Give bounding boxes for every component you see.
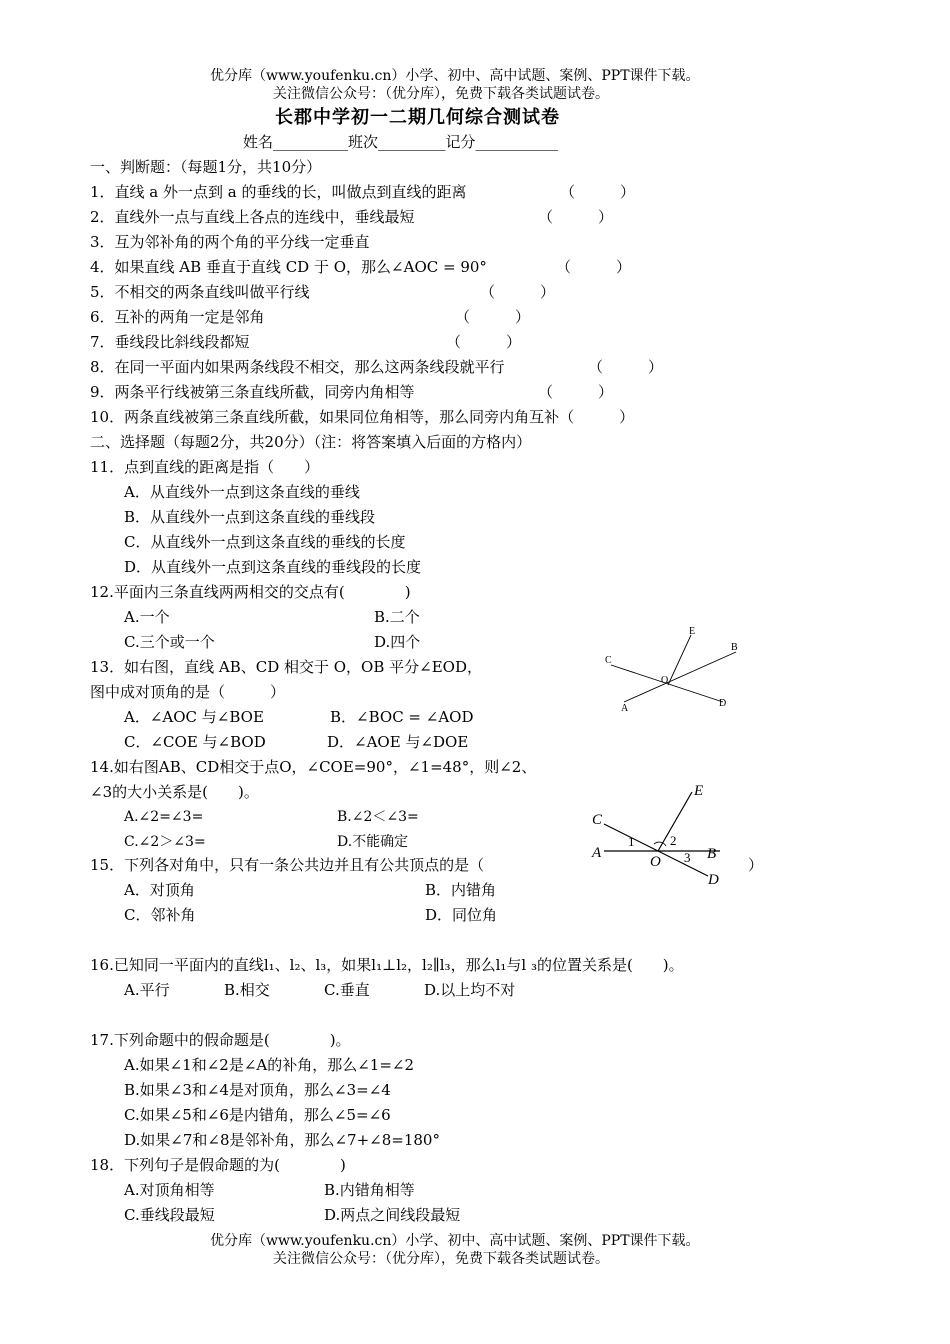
q18-option-c[interactable]: C.垂线段最短 xyxy=(124,1206,215,1224)
tf-item-6: 6．互补的两角一定是邻角 xyxy=(90,308,265,326)
tf-item-7: 7．垂线段比斜线段都短 xyxy=(90,333,250,351)
q13-stem-2: 图中成对顶角的是（ ） xyxy=(90,683,286,701)
tf-answer-1[interactable]: （ ） xyxy=(560,183,636,201)
q16-option-a[interactable]: A.平行 xyxy=(124,981,170,999)
label-angle-2: 2 xyxy=(670,833,677,848)
label-a: A xyxy=(621,703,629,714)
q17-option-a[interactable]: A.如果∠1和∠2是∠A的补角，那么∠1=∠2 xyxy=(124,1056,415,1074)
q18-option-d[interactable]: D.两点之间线段最短 xyxy=(324,1206,461,1224)
q14-option-b[interactable]: B.∠2＜∠3= xyxy=(337,809,419,825)
q14-stem: 14.如右图AB、CD相交于点O，∠COE=90°，∠1=48°，则∠2、 xyxy=(90,758,537,776)
q18-stem: 18．下列句子是假命题的为( ) xyxy=(90,1156,346,1174)
tf-item-5: 5．不相交的两条直线叫做平行线 xyxy=(90,283,310,301)
q14-option-c[interactable]: C.∠2＞∠3= xyxy=(124,834,206,850)
tf-answer-7[interactable]: （ ） xyxy=(446,333,522,351)
q12-option-b[interactable]: B.二个 xyxy=(374,608,420,626)
q17-option-b[interactable]: B.如果∠3和∠4是对顶角，那么∠3=∠4 xyxy=(124,1081,391,1099)
label-b: B xyxy=(707,846,717,862)
label-o: O xyxy=(661,675,669,686)
q16-option-b[interactable]: B.相交 xyxy=(224,981,270,999)
tf-answer-9[interactable]: （ ） xyxy=(538,383,614,401)
q15-option-d[interactable]: D．同位角 xyxy=(425,906,498,924)
q14-option-a[interactable]: A.∠2=∠3= xyxy=(124,809,204,825)
q16-option-d[interactable]: D.以上均不对 xyxy=(424,981,516,999)
q14-option-d[interactable]: D.不能确定 xyxy=(337,834,409,850)
q11-option-d[interactable]: D．从直线外一点到这条直线的垂线段的长度 xyxy=(124,558,422,576)
q12-option-c[interactable]: C.三个或一个 xyxy=(124,633,215,651)
q15-option-a[interactable]: A．对顶角 xyxy=(124,881,195,899)
footer-line-2: 关注微信公众号：（优分库），免费下载各类试题试卷。 xyxy=(273,1251,609,1267)
figure-intersecting-lines-2 xyxy=(588,778,738,890)
label-angle-3: 3 xyxy=(684,850,691,865)
label-e: E xyxy=(694,783,704,799)
q16-stem: 16.已知同一平面内的直线l₁、l₂、l₃，如果l₁⊥l₂，l₂∥l₃，那么l₁与l ₃的位置关系是( )。 xyxy=(90,956,684,974)
label-a: A xyxy=(592,845,602,861)
q13-option-c[interactable]: C．∠COE 与∠BOD xyxy=(124,733,266,751)
header-line-1: 优分库（www.youfenku.cn）小学、初中、高中试题、案例、PPT课件下载。 xyxy=(210,68,700,84)
q12-option-a[interactable]: A.一个 xyxy=(124,608,170,626)
label-e: E xyxy=(689,626,696,637)
figure-intersecting-lines-1 xyxy=(598,622,748,714)
page-title: 长郡中学初一二期几何综合测试卷 xyxy=(275,107,560,128)
label-d: D xyxy=(719,698,727,709)
tf-answer-2[interactable]: （ ） xyxy=(538,208,614,226)
q18-option-a[interactable]: A.对顶角相等 xyxy=(124,1181,215,1199)
label-c: C xyxy=(592,812,603,828)
q11-option-c[interactable]: C．从直线外一点到这条直线的垂线的长度 xyxy=(124,533,406,551)
tf-item-1: 1．直线 a 外一点到 a 的垂线的长，叫做点到直线的距离 xyxy=(90,183,467,201)
q17-option-d[interactable]: D.如果∠7和∠8是邻补角，那么∠7+∠8=180° xyxy=(124,1131,440,1149)
student-info-line: 姓名__________班次_________记分___________ xyxy=(243,133,559,151)
right-angle-mark xyxy=(654,842,666,846)
label-c: C xyxy=(605,655,612,666)
q15-close-paren: ） xyxy=(748,856,764,874)
q16-option-c[interactable]: C.垂直 xyxy=(324,981,370,999)
label-angle-1: 1 xyxy=(628,834,635,849)
section2-heading: 二、选择题（每题2分，共20分）（注：将答案填入后面的方格内） xyxy=(90,433,532,451)
q12-stem: 12.平面内三条直线两两相交的交点有( ) xyxy=(90,583,411,601)
q11-option-b[interactable]: B．从直线外一点到这条直线的垂线段 xyxy=(124,508,376,526)
q13-stem: 13．如右图，直线 AB、CD 相交于 O，OB 平分∠EOD， xyxy=(90,658,482,676)
q17-option-c[interactable]: C.如果∠5和∠6是内错角，那么∠5=∠6 xyxy=(124,1106,391,1124)
q13-option-b[interactable]: B．∠BOC = ∠AOD xyxy=(330,708,474,726)
q18-option-b[interactable]: B.内错角相等 xyxy=(324,1181,415,1199)
q15-option-b[interactable]: B．内错角 xyxy=(425,881,497,899)
q17-stem: 17.下列命题中的假命题是( )。 xyxy=(90,1031,351,1049)
q13-option-d[interactable]: D．∠AOE 与∠DOE xyxy=(327,733,469,751)
q11-option-a[interactable]: A．从直线外一点到这条直线的垂线 xyxy=(124,483,360,501)
label-b: B xyxy=(731,642,738,653)
tf-item-4: 4．如果直线 AB 垂直于直线 CD 于 O，那么∠AOC = 90° xyxy=(90,258,487,276)
tf-answer-6[interactable]: （ ） xyxy=(455,308,531,326)
label-o: O xyxy=(650,854,661,870)
q11-stem: 11．点到直线的距离是指（ ） xyxy=(90,458,320,476)
tf-item-2: 2．直线外一点与直线上各点的连线中，垂线最短 xyxy=(90,208,415,226)
tf-answer-5[interactable]: （ ） xyxy=(480,283,556,301)
q13-option-a[interactable]: A．∠AOC 与∠BOE xyxy=(124,708,264,726)
tf-item-8: 8．在同一平面内如果两条线段不相交，那么这两条线段就平行 xyxy=(90,358,505,376)
tf-item-10: 10．两条直线被第三条直线所截，如果同位角相等，那么同旁内角互补（ ） xyxy=(90,408,635,426)
tf-answer-4[interactable]: （ ） xyxy=(556,258,632,276)
q12-option-d[interactable]: D.四个 xyxy=(374,633,421,651)
tf-answer-8[interactable]: （ ） xyxy=(588,358,664,376)
tf-item-9: 9．两条平行线被第三条直线所截，同旁内角相等 xyxy=(90,383,415,401)
label-d: D xyxy=(708,872,719,888)
tf-item-3: 3．互为邻补角的两个角的平分线一定垂直 xyxy=(90,233,370,251)
q15-stem: 15．下列各对角中，只有一条公共边并且有公共顶点的是（ xyxy=(90,856,485,874)
q15-option-c[interactable]: C．邻补角 xyxy=(124,906,196,924)
q14-stem-2: ∠3的大小关系是( )。 xyxy=(90,783,259,801)
footer-line-1: 优分库（www.youfenku.cn）小学、初中、高中试题、案例、PPT课件下载。 xyxy=(210,1233,700,1249)
header-line-2: 关注微信公众号：（优分库），免费下载各类试题试卷。 xyxy=(273,86,609,102)
section1-heading: 一、判断题：（每题1分，共10分） xyxy=(90,158,322,176)
